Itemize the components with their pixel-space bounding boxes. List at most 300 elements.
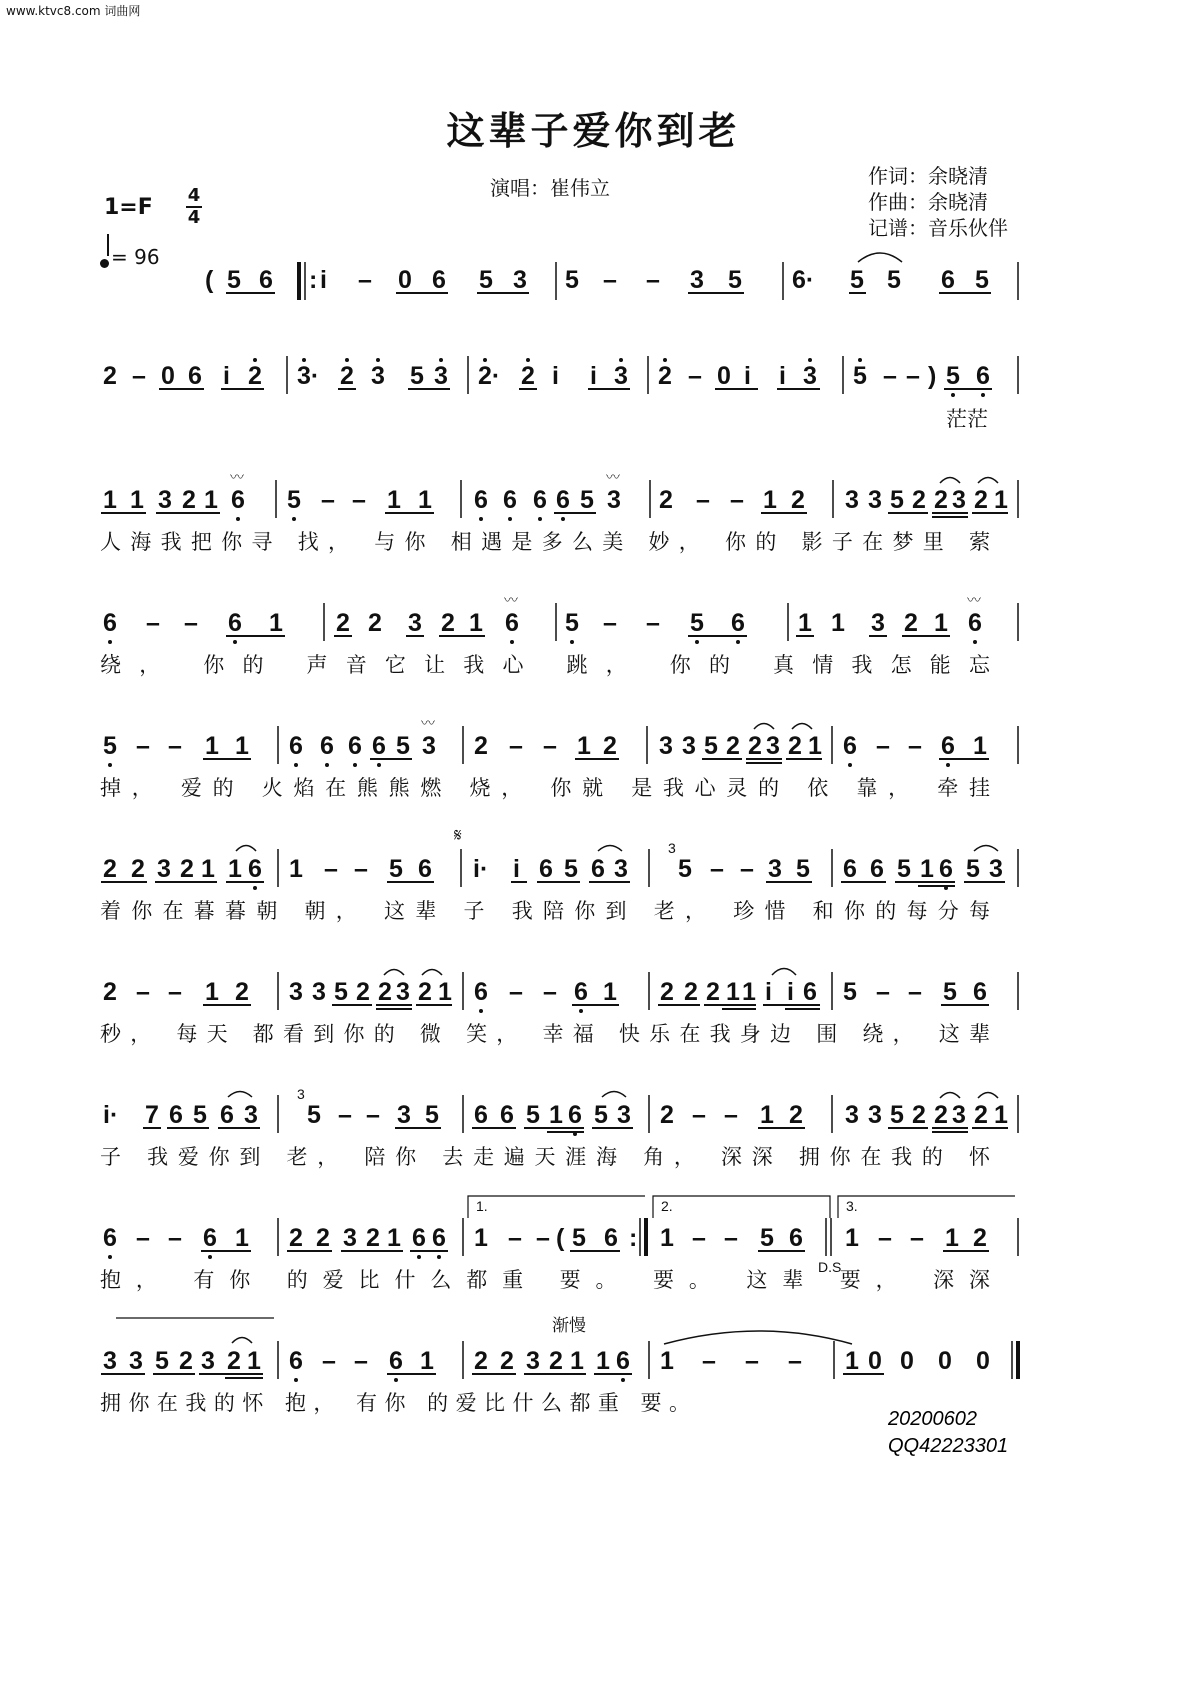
svg-text::: : bbox=[309, 266, 318, 294]
svg-text:6: 6 bbox=[188, 362, 202, 390]
svg-text:–: – bbox=[338, 1101, 352, 1129]
svg-text:5: 5 bbox=[843, 978, 857, 1006]
page-title: 这辈子爱你到老 bbox=[446, 109, 741, 153]
svg-text:2: 2 bbox=[356, 978, 370, 1006]
svg-text:1: 1 bbox=[235, 732, 249, 760]
svg-text:5: 5 bbox=[975, 266, 989, 294]
lyrics-row-3: 人海我把你寻 找， 与你 相遇是多么美 妙， 你的 影子在梦里 萦 bbox=[100, 530, 990, 554]
svg-text:i: i bbox=[513, 855, 520, 883]
svg-text:i·: i· bbox=[103, 1101, 119, 1129]
svg-text:2: 2 bbox=[549, 1347, 563, 1375]
svg-text:2: 2 bbox=[706, 978, 720, 1006]
svg-text:2: 2 bbox=[340, 362, 354, 390]
svg-text:i: i bbox=[320, 266, 327, 294]
svg-text:5: 5 bbox=[853, 362, 867, 390]
svg-text:1: 1 bbox=[808, 732, 822, 760]
svg-text:6: 6 bbox=[220, 1101, 234, 1129]
svg-text:3: 3 bbox=[422, 732, 436, 760]
svg-text:5: 5 bbox=[155, 1347, 169, 1375]
svg-text:–: – bbox=[352, 486, 366, 514]
svg-text:2: 2 bbox=[974, 486, 988, 514]
svg-text::: : bbox=[629, 1224, 638, 1252]
svg-text:3: 3 bbox=[766, 732, 780, 760]
lyrics-row-10: 拥你在我的怀 抱， 有你 的爱比什么都重 要。 bbox=[100, 1391, 690, 1415]
svg-text:2: 2 bbox=[660, 1101, 674, 1129]
svg-text:i: i bbox=[223, 362, 230, 390]
svg-text:2: 2 bbox=[103, 362, 117, 390]
svg-text:1: 1 bbox=[549, 1101, 563, 1129]
svg-text:–: – bbox=[508, 1224, 522, 1252]
svg-text:6: 6 bbox=[870, 855, 884, 883]
svg-text:–: – bbox=[136, 1224, 150, 1252]
svg-text:2: 2 bbox=[603, 732, 617, 760]
svg-text:2: 2 bbox=[912, 1101, 926, 1129]
svg-text:3: 3 bbox=[845, 1101, 859, 1129]
svg-text:3: 3 bbox=[526, 1347, 540, 1375]
svg-text:2: 2 bbox=[748, 732, 762, 760]
svg-text:6: 6 bbox=[556, 486, 570, 514]
svg-text:2: 2 bbox=[788, 732, 802, 760]
svg-text:6: 6 bbox=[474, 486, 488, 514]
svg-text:1: 1 bbox=[130, 486, 144, 514]
svg-text:–: – bbox=[876, 732, 890, 760]
svg-text:6: 6 bbox=[169, 1101, 183, 1129]
svg-text:6: 6 bbox=[389, 1347, 403, 1375]
svg-text:6: 6 bbox=[103, 609, 117, 637]
svg-text:〰: 〰 bbox=[606, 469, 620, 485]
svg-text:1: 1 bbox=[934, 609, 948, 637]
svg-text:〰: 〰 bbox=[967, 592, 981, 608]
svg-text:5: 5 bbox=[704, 732, 718, 760]
svg-text:3: 3 bbox=[614, 362, 628, 390]
svg-text:1: 1 bbox=[103, 486, 117, 514]
svg-text:6: 6 bbox=[843, 732, 857, 760]
svg-text:–: – bbox=[646, 609, 660, 637]
composer-credit: 作曲：余晓清 bbox=[868, 190, 988, 214]
svg-text:2: 2 bbox=[684, 978, 698, 1006]
score-row-7 bbox=[100, 969, 1018, 1048]
svg-text:3: 3 bbox=[157, 855, 171, 883]
svg-text:3: 3 bbox=[343, 1224, 357, 1252]
svg-text:3: 3 bbox=[371, 362, 385, 390]
svg-text:5: 5 bbox=[943, 978, 957, 1006]
svg-text:5: 5 bbox=[389, 855, 403, 883]
svg-text:5: 5 bbox=[728, 266, 742, 294]
svg-text:i: i bbox=[744, 362, 751, 390]
svg-text:3: 3 bbox=[868, 1101, 882, 1129]
svg-text:2: 2 bbox=[316, 1224, 330, 1252]
svg-text:2: 2 bbox=[660, 978, 674, 1006]
svg-text:–: – bbox=[543, 732, 557, 760]
svg-text:2: 2 bbox=[131, 855, 145, 883]
svg-text:–: – bbox=[136, 732, 150, 760]
svg-text:5: 5 bbox=[690, 609, 704, 637]
svg-text:1: 1 bbox=[603, 978, 617, 1006]
svg-text:5: 5 bbox=[564, 855, 578, 883]
svg-text:3.: 3. bbox=[846, 1198, 858, 1214]
svg-text:1: 1 bbox=[845, 1347, 859, 1375]
svg-text:–: – bbox=[603, 609, 617, 637]
svg-text:–: – bbox=[876, 978, 890, 1006]
svg-text:5: 5 bbox=[565, 266, 579, 294]
svg-text:5: 5 bbox=[287, 486, 301, 514]
svg-text:2: 2 bbox=[912, 486, 926, 514]
svg-text:0: 0 bbox=[938, 1347, 952, 1375]
svg-text:1.: 1. bbox=[476, 1198, 488, 1214]
footer-date: 20200602 bbox=[888, 1408, 977, 1430]
svg-text:5: 5 bbox=[103, 732, 117, 760]
svg-text:6: 6 bbox=[348, 732, 362, 760]
svg-text:): ) bbox=[928, 362, 937, 390]
svg-text:2: 2 bbox=[289, 1224, 303, 1252]
singer-credit: 演唱：崔伟立 bbox=[490, 176, 610, 200]
svg-text:5: 5 bbox=[946, 362, 960, 390]
svg-text:–: – bbox=[730, 486, 744, 514]
svg-text:–: – bbox=[692, 1101, 706, 1129]
svg-text:–: – bbox=[688, 362, 702, 390]
svg-text:2: 2 bbox=[248, 362, 262, 390]
svg-text:6: 6 bbox=[941, 732, 955, 760]
lyrics-row-9: 抱， 有你 的爱比什么都重 要。 要。 这辈 要， 深深 bbox=[100, 1268, 991, 1292]
svg-text:2: 2 bbox=[973, 1224, 987, 1252]
svg-text:1: 1 bbox=[660, 1224, 674, 1252]
svg-text:2: 2 bbox=[474, 732, 488, 760]
svg-text:6: 6 bbox=[474, 978, 488, 1006]
svg-text:5: 5 bbox=[565, 609, 579, 637]
tempo-marking: = 96 bbox=[100, 242, 160, 269]
svg-text:1: 1 bbox=[994, 486, 1008, 514]
svg-text:5: 5 bbox=[479, 266, 493, 294]
lyricist-credit: 作词：余晓清 bbox=[868, 164, 988, 188]
svg-text:2: 2 bbox=[974, 1101, 988, 1129]
svg-text:6: 6 bbox=[432, 1224, 446, 1252]
svg-text:0: 0 bbox=[398, 266, 412, 294]
svg-text:1: 1 bbox=[920, 855, 934, 883]
svg-text:–: – bbox=[702, 1347, 716, 1375]
svg-text:5: 5 bbox=[678, 855, 692, 883]
svg-text:5: 5 bbox=[594, 1101, 608, 1129]
svg-text:1: 1 bbox=[201, 855, 215, 883]
svg-text:1: 1 bbox=[570, 1347, 584, 1375]
lyrics-row-5: 掉， 爱的 火焰在熊熊燃 烧， 你就 是我心灵的 依 靠， 牵挂 bbox=[100, 776, 990, 800]
svg-text:–: – bbox=[509, 732, 523, 760]
svg-text:2: 2 bbox=[378, 978, 392, 1006]
svg-text:–: – bbox=[184, 609, 198, 637]
svg-text:1: 1 bbox=[742, 978, 756, 1006]
svg-text:–: – bbox=[322, 1347, 336, 1375]
svg-text:2: 2 bbox=[235, 978, 249, 1006]
svg-text:5: 5 bbox=[890, 486, 904, 514]
svg-text:3: 3 bbox=[289, 978, 303, 1006]
svg-text:6: 6 bbox=[248, 855, 262, 883]
svg-text:5: 5 bbox=[796, 855, 810, 883]
svg-text:2: 2 bbox=[179, 1347, 193, 1375]
svg-text:3: 3 bbox=[845, 486, 859, 514]
svg-text:i: i bbox=[590, 362, 597, 390]
svg-text:6: 6 bbox=[591, 855, 605, 883]
svg-text:–: – bbox=[878, 1224, 892, 1252]
svg-text:2: 2 bbox=[336, 609, 350, 637]
time-signature: 4 4 bbox=[187, 185, 201, 228]
svg-text:–: – bbox=[509, 978, 523, 1006]
svg-text:5: 5 bbox=[334, 978, 348, 1006]
svg-text:3: 3 bbox=[682, 732, 696, 760]
svg-text:3: 3 bbox=[397, 1101, 411, 1129]
svg-text:5: 5 bbox=[760, 1224, 774, 1252]
svg-text:3: 3 bbox=[952, 486, 966, 514]
svg-text:0: 0 bbox=[868, 1347, 882, 1375]
svg-text:1: 1 bbox=[387, 486, 401, 514]
score-row-10 bbox=[100, 1316, 1018, 1416]
svg-text:3: 3 bbox=[396, 978, 410, 1006]
svg-text:1: 1 bbox=[387, 1224, 401, 1252]
svg-text:3: 3 bbox=[989, 855, 1003, 883]
svg-text:–: – bbox=[168, 732, 182, 760]
svg-text:–: – bbox=[366, 1101, 380, 1129]
lyrics-row-2: 茫茫 bbox=[946, 407, 988, 431]
svg-text:3: 3 bbox=[690, 266, 704, 294]
svg-text:–: – bbox=[168, 978, 182, 1006]
svg-text:6: 6 bbox=[616, 1347, 630, 1375]
svg-text:〰: 〰 bbox=[230, 469, 244, 485]
site-label: www.ktvc8.com 词曲网 bbox=[6, 4, 141, 18]
svg-text:2: 2 bbox=[418, 978, 432, 1006]
svg-text:5: 5 bbox=[890, 1101, 904, 1129]
svg-text:6: 6 bbox=[843, 855, 857, 883]
svg-text:6: 6 bbox=[976, 362, 990, 390]
svg-text:5: 5 bbox=[580, 486, 594, 514]
svg-text:–: – bbox=[788, 1347, 802, 1375]
svg-text:i: i bbox=[765, 978, 772, 1006]
svg-text:1: 1 bbox=[418, 486, 432, 514]
ritardando-mark: 渐慢 bbox=[552, 1316, 586, 1336]
svg-text:2: 2 bbox=[227, 1347, 241, 1375]
svg-text:–: – bbox=[740, 855, 754, 883]
svg-text:6: 6 bbox=[412, 1224, 426, 1252]
svg-text:1: 1 bbox=[845, 1224, 859, 1252]
svg-text:6: 6 bbox=[568, 1101, 582, 1129]
score-row-1 bbox=[205, 253, 1018, 300]
svg-text:2: 2 bbox=[368, 609, 382, 637]
svg-text:D.S: D.S bbox=[818, 1259, 842, 1275]
svg-text:3: 3 bbox=[408, 609, 422, 637]
lyrics-row-7: 秒， 每天 都看到你的 微 笑， 幸福 快乐在我身边 围 绕， 这辈 bbox=[100, 1022, 990, 1046]
svg-text:2: 2 bbox=[366, 1224, 380, 1252]
svg-text:3: 3 bbox=[244, 1101, 258, 1129]
svg-text:3: 3 bbox=[871, 609, 885, 637]
svg-text:i·: i· bbox=[473, 855, 489, 883]
score-row-8 bbox=[100, 1086, 1018, 1170]
svg-text:6: 6 bbox=[803, 978, 817, 1006]
svg-text:–: – bbox=[745, 1347, 759, 1375]
svg-text:3: 3 bbox=[297, 1086, 305, 1102]
svg-text:0: 0 bbox=[900, 1347, 914, 1375]
svg-text:6: 6 bbox=[320, 732, 334, 760]
svg-text:1: 1 bbox=[204, 486, 218, 514]
svg-text:–: – bbox=[324, 855, 338, 883]
svg-text:2: 2 bbox=[180, 855, 194, 883]
svg-text:1: 1 bbox=[660, 1347, 674, 1375]
svg-text:6: 6 bbox=[289, 1347, 303, 1375]
svg-text:–: – bbox=[883, 362, 897, 390]
svg-text:2: 2 bbox=[789, 1101, 803, 1129]
svg-text:3: 3 bbox=[158, 486, 172, 514]
svg-text:6: 6 bbox=[939, 855, 953, 883]
score-row-6 bbox=[100, 825, 1018, 924]
svg-text:1: 1 bbox=[438, 978, 452, 1006]
svg-text:6: 6 bbox=[418, 855, 432, 883]
svg-text:0: 0 bbox=[717, 362, 731, 390]
svg-text:–: – bbox=[358, 266, 372, 294]
svg-text:2: 2 bbox=[441, 609, 455, 637]
svg-text:3: 3 bbox=[952, 1101, 966, 1129]
svg-text:i: i bbox=[552, 362, 559, 390]
svg-text:–: – bbox=[692, 1224, 706, 1252]
svg-text:2·: 2· bbox=[478, 362, 501, 390]
svg-text:1: 1 bbox=[973, 732, 987, 760]
svg-text:i: i bbox=[779, 362, 786, 390]
svg-text:6: 6 bbox=[973, 978, 987, 1006]
svg-text:5: 5 bbox=[526, 1101, 540, 1129]
svg-text:6: 6 bbox=[231, 486, 245, 514]
svg-text:6: 6 bbox=[289, 732, 303, 760]
transcriber-credit: 记谱：音乐伙伴 bbox=[868, 216, 1008, 240]
svg-text:6: 6 bbox=[372, 732, 386, 760]
svg-text:1: 1 bbox=[945, 1224, 959, 1252]
svg-text:6: 6 bbox=[432, 266, 446, 294]
svg-text:3·: 3· bbox=[297, 362, 320, 390]
key-signature: 1=F bbox=[104, 195, 153, 220]
svg-text:2: 2 bbox=[934, 1101, 948, 1129]
svg-text:6: 6 bbox=[103, 1224, 117, 1252]
svg-text:2: 2 bbox=[659, 486, 673, 514]
svg-text:–: – bbox=[536, 1224, 550, 1252]
svg-text:–: – bbox=[321, 486, 335, 514]
svg-text:2: 2 bbox=[934, 486, 948, 514]
svg-text:–: – bbox=[136, 978, 150, 1006]
svg-text:–: – bbox=[908, 732, 922, 760]
svg-text:5: 5 bbox=[966, 855, 980, 883]
svg-text:3: 3 bbox=[513, 266, 527, 294]
svg-text:–: – bbox=[906, 362, 920, 390]
svg-text:3: 3 bbox=[668, 840, 676, 856]
svg-text:6: 6 bbox=[259, 266, 273, 294]
svg-text:6: 6 bbox=[941, 266, 955, 294]
svg-text:i: i bbox=[787, 978, 794, 1006]
svg-text:5: 5 bbox=[307, 1101, 321, 1129]
svg-text:2: 2 bbox=[904, 609, 918, 637]
svg-text:2: 2 bbox=[103, 978, 117, 1006]
svg-text:2: 2 bbox=[500, 1347, 514, 1375]
svg-text:6: 6 bbox=[500, 1101, 514, 1129]
score-row-9 bbox=[100, 1196, 1018, 1293]
svg-text:1: 1 bbox=[994, 1101, 1008, 1129]
svg-text:–: – bbox=[908, 978, 922, 1006]
svg-text:5: 5 bbox=[850, 266, 864, 294]
svg-text:6: 6 bbox=[604, 1224, 618, 1252]
svg-text:6: 6 bbox=[731, 609, 745, 637]
svg-text:1: 1 bbox=[269, 609, 283, 637]
lyrics-row-4: 绕， 你的 声音它让我心 跳， 你的 真情我怎能忘 bbox=[100, 653, 990, 677]
svg-text:2: 2 bbox=[474, 1347, 488, 1375]
svg-text:2: 2 bbox=[521, 362, 535, 390]
svg-text:2: 2 bbox=[791, 486, 805, 514]
svg-text:5: 5 bbox=[572, 1224, 586, 1252]
svg-text:5: 5 bbox=[227, 266, 241, 294]
svg-text:1: 1 bbox=[763, 486, 777, 514]
svg-text:6: 6 bbox=[228, 609, 242, 637]
svg-text:–: – bbox=[724, 1224, 738, 1252]
lyrics-row-6: 着你在暮暮朝 朝， 这辈 子 我陪你到 老， 珍惜 和你的每分每 bbox=[100, 899, 990, 923]
svg-text:–: – bbox=[646, 266, 660, 294]
svg-text:2.: 2. bbox=[661, 1198, 673, 1214]
svg-text:3: 3 bbox=[868, 486, 882, 514]
svg-text:3: 3 bbox=[659, 732, 673, 760]
svg-text:6: 6 bbox=[789, 1224, 803, 1252]
svg-text:0: 0 bbox=[161, 362, 175, 390]
svg-text:1: 1 bbox=[420, 1347, 434, 1375]
svg-text:–: – bbox=[696, 486, 710, 514]
svg-text:3: 3 bbox=[617, 1101, 631, 1129]
svg-text:3: 3 bbox=[201, 1347, 215, 1375]
footer-qq: QQ42223301 bbox=[888, 1435, 1009, 1457]
segno-icon: 𝄋 bbox=[454, 825, 462, 845]
svg-text:7: 7 bbox=[145, 1101, 159, 1129]
svg-text:3: 3 bbox=[768, 855, 782, 883]
svg-text:1: 1 bbox=[247, 1347, 261, 1375]
svg-text:1: 1 bbox=[596, 1347, 610, 1375]
svg-text:6: 6 bbox=[539, 855, 553, 883]
svg-text:–: – bbox=[543, 978, 557, 1006]
svg-text:(: ( bbox=[205, 266, 214, 294]
svg-text:5: 5 bbox=[425, 1101, 439, 1129]
svg-text:0: 0 bbox=[976, 1347, 990, 1375]
svg-text:(: ( bbox=[556, 1224, 565, 1252]
svg-text:–: – bbox=[724, 1101, 738, 1129]
svg-text:–: – bbox=[603, 266, 617, 294]
svg-text:1: 1 bbox=[289, 855, 303, 883]
svg-text:6: 6 bbox=[968, 609, 982, 637]
svg-text:6: 6 bbox=[503, 486, 517, 514]
svg-text:6: 6 bbox=[203, 1224, 217, 1252]
svg-text:–: – bbox=[710, 855, 724, 883]
svg-text:5: 5 bbox=[193, 1101, 207, 1129]
svg-text:1: 1 bbox=[831, 609, 845, 637]
svg-text:1: 1 bbox=[577, 732, 591, 760]
svg-text:3: 3 bbox=[614, 855, 628, 883]
svg-text:〰: 〰 bbox=[504, 592, 518, 608]
svg-text:1: 1 bbox=[469, 609, 483, 637]
svg-text:1: 1 bbox=[760, 1101, 774, 1129]
svg-text:1: 1 bbox=[798, 609, 812, 637]
svg-text:3: 3 bbox=[103, 1347, 117, 1375]
svg-text:6: 6 bbox=[505, 609, 519, 637]
svg-text:6: 6 bbox=[533, 486, 547, 514]
svg-text:3: 3 bbox=[312, 978, 326, 1006]
svg-text:3: 3 bbox=[803, 362, 817, 390]
svg-text:2: 2 bbox=[182, 486, 196, 514]
svg-text:1: 1 bbox=[726, 978, 740, 1006]
svg-text:5: 5 bbox=[410, 362, 424, 390]
svg-text:3: 3 bbox=[607, 486, 621, 514]
svg-text:5: 5 bbox=[396, 732, 410, 760]
svg-text:3: 3 bbox=[129, 1347, 143, 1375]
svg-text:2: 2 bbox=[103, 855, 117, 883]
svg-text:1: 1 bbox=[205, 978, 219, 1006]
svg-text:5: 5 bbox=[887, 266, 901, 294]
svg-text:3: 3 bbox=[434, 362, 448, 390]
svg-text:2: 2 bbox=[726, 732, 740, 760]
